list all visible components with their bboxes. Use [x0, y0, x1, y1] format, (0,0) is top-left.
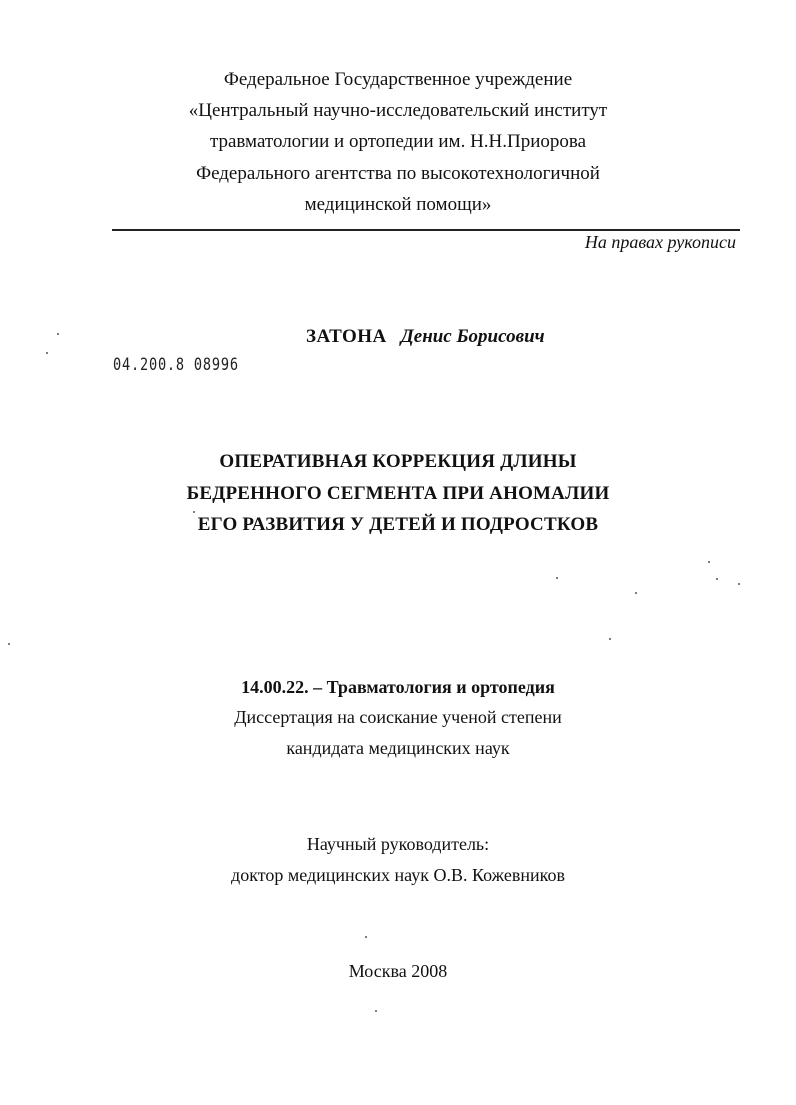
scan-speck	[609, 638, 611, 640]
title-line: БЕДРЕННОГО СЕГМЕНТА ПРИ АНОМАЛИИ	[186, 483, 610, 504]
supervisor-label: Научный руководитель:	[306, 834, 490, 854]
registration-number: 04.200.8 08996	[113, 355, 239, 375]
institution-line: «Центральный научно-исследовательский институт	[188, 100, 608, 121]
institution-line: медицинской помощи»	[304, 194, 492, 215]
title-line: ОПЕРАТИВНАЯ КОРРЕКЦИЯ ДЛИНЫ	[219, 451, 577, 472]
scan-speck	[635, 592, 637, 594]
institution-line: Федерального агентства по высокотехнологичной	[196, 163, 600, 184]
scan-speck	[716, 578, 718, 580]
scan-speck	[46, 352, 48, 354]
scan-speck	[57, 333, 59, 335]
degree-line: кандидата медицинских наук	[286, 738, 510, 758]
institution-line: Федеральное Государственное учреждение	[223, 69, 573, 90]
place-year: Москва 2008	[348, 961, 448, 981]
author-given-names: Денис Борисович	[400, 326, 545, 347]
title-line: ЕГО РАЗВИТИЯ У ДЕТЕЙ И ПОДРОСТКОВ	[197, 514, 599, 535]
scan-speck	[193, 511, 195, 513]
specialty-code: 14.00.22. – Травматология и ортопедия	[241, 677, 555, 697]
scan-speck	[365, 936, 367, 938]
degree-line: Диссертация на соискание ученой степени	[234, 707, 562, 727]
supervisor-name: доктор медицинских наук О.В. Кожевников	[231, 865, 565, 885]
scan-speck	[8, 643, 10, 645]
manuscript-note: На правах рукописи	[584, 232, 736, 252]
scan-speck	[556, 577, 558, 579]
institution-line: травматологии и ортопедии им. Н.Н.Приорова	[209, 131, 587, 152]
author-name	[306, 326, 545, 348]
header-divider	[112, 229, 740, 231]
author-surname: ЗАТОНА	[306, 326, 387, 347]
scan-speck	[738, 583, 740, 585]
scan-speck	[375, 1010, 377, 1012]
scan-speck	[708, 561, 710, 563]
